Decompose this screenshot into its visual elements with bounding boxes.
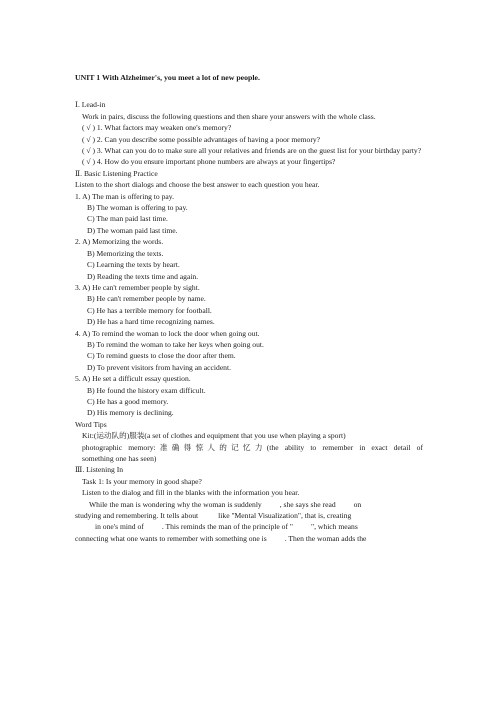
lead-in-question-2: ( √ ) 2. Can you describe some possible advantages of having a poor memory? (82, 134, 321, 144)
option-b: B) To remind the woman to take her keys when going out. (87, 339, 264, 349)
document-content (75, 72, 423, 544)
lead-in-question-1: ( √ ) 1. What factors may weaken one's memory? (82, 123, 232, 133)
task-1-title: Task 1: Is your memory in good shape? (82, 476, 202, 486)
option-d: D) He has a hard time recognizing names. (87, 317, 215, 327)
unit-title: UNIT 1 With Alzheimer's, you meet a lot of new people. (75, 73, 260, 82)
question-5 (75, 373, 423, 419)
section-1-heading: Ⅰ. Lead-in (75, 100, 106, 110)
option-c: C) The man paid last time. (87, 214, 168, 224)
option-b: B) He can't remember people by name. (87, 294, 206, 304)
paragraph-line-4: connecting what one wants to remember with something one is . Then the woman adds the (75, 533, 367, 543)
question-1 (75, 191, 423, 237)
option-b: B) The woman is offering to pay. (87, 203, 188, 213)
option-c: C) He has a terrible memory for football. (87, 305, 212, 315)
option-b: B) He found the history exam difficult. (87, 385, 206, 395)
word-tips-heading: Word Tips (75, 419, 107, 429)
question-2 (75, 236, 423, 282)
option-d: D) Reading the texts time and again. (87, 271, 199, 281)
option-a: 2. A) Memorizing the words. (75, 237, 164, 247)
basic-instructions: Listen to the short dialogs and choose the best answer to each question you hear. (75, 180, 320, 190)
option-a: 4. A) To remind the woman to lock the door when going out. (75, 328, 260, 338)
option-d: D) The woman paid last time. (87, 225, 178, 235)
lead-in-instructions: Work in pairs, discuss the following questions and then share your answers with the whole class. (82, 111, 376, 121)
question-4 (75, 328, 423, 374)
section-2-heading: Ⅱ. Basic Listening Practice (75, 168, 158, 178)
option-d: D) To prevent visitors from having an accident. (87, 362, 231, 372)
option-a: 1. A) The man is offering to pay. (75, 191, 174, 201)
option-a: 3. A) He can't remember people by sight. (75, 282, 200, 292)
option-c: C) To remind guests to close the door after them. (87, 351, 236, 361)
option-b: B) Memorizing the texts. (87, 248, 164, 258)
task-1-instructions: Listen to the dialog and fill in the blanks with the information you hear. (82, 488, 300, 498)
section-3-heading: Ⅲ. Listening In (75, 465, 124, 475)
option-c: C) Learning the texts by heart. (87, 260, 180, 270)
paragraph-line-2: studying and remembering. It tells about like "Mental Visualization", that is, creating (75, 511, 352, 521)
word-tip-line-2: something one has seen) (82, 454, 157, 463)
paragraph-line-3: in one's mind of . This reminds the man of the principle of " ", which means (95, 522, 358, 532)
word-tip-line-1: photographic memory:准确得惊人的记忆力(the ability to remember in exact detail of (82, 442, 423, 452)
fill-in-paragraph (75, 499, 423, 545)
lead-in-question-4: ( √ ) 4. How do you ensure important phone numbers are always at your fingertips? (82, 157, 336, 167)
word-tip-kit: Kit:(运动队的)服装(a set of clothes and equipment that you use when playing a sport) (82, 431, 346, 441)
option-d: D) His memory is declining. (87, 408, 174, 418)
paragraph-line-1: While the man is wondering why the woman is suddenly , she says she read on (89, 499, 362, 509)
option-c: C) He has a good memory. (87, 396, 169, 406)
lead-in-question-3: ( √ ) 3. What can you do to make sure all your relatives and friends are on the guest list for your birthday party? (82, 146, 422, 156)
question-3 (75, 282, 423, 328)
word-tip-photographic-memory (75, 442, 423, 465)
option-a: 5. A) He set a difficult essay question. (75, 374, 191, 384)
